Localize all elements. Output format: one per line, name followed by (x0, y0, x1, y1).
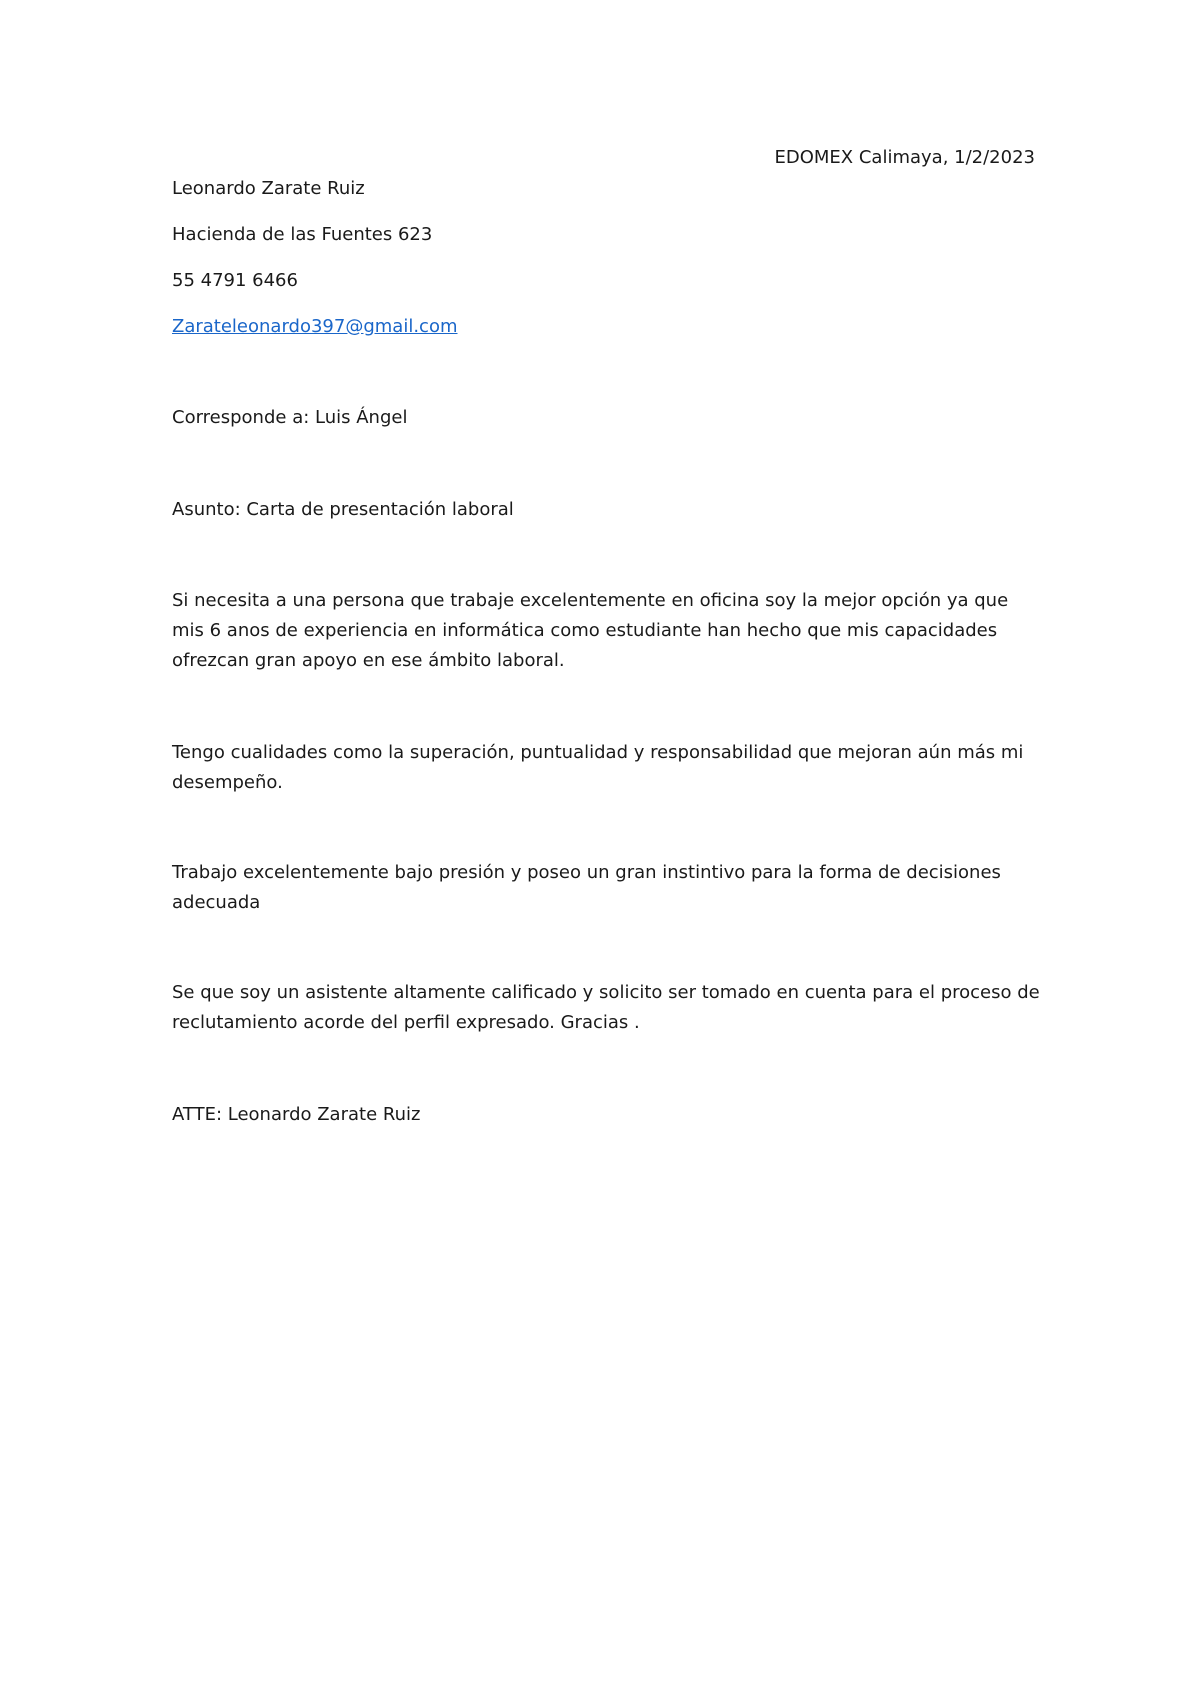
body-paragraph-1 (172, 586, 1032, 676)
paragraph-line: Se que soy un asistente altamente calificado y solicito ser tomado en cuenta para el proceso de (172, 982, 1040, 1003)
recipient-line: Corresponde a: Luis Ángel (172, 407, 408, 428)
paragraph-line: Trabajo excelentemente bajo presión y poseo un gran instintivo para la forma de decisiones (172, 862, 1001, 883)
body-paragraph-3 (172, 858, 1032, 918)
paragraph-line: desempeño. (172, 772, 283, 793)
sender-email-link[interactable]: Zarateleonardo397@gmail.com (172, 316, 458, 337)
closing-signature: ATTE: Leonardo Zarate Ruiz (172, 1104, 421, 1125)
paragraph-line: adecuada (172, 892, 261, 913)
paragraph-line: ofrezcan gran apoyo en ese ámbito laboral. (172, 650, 565, 671)
body-paragraph-2 (172, 738, 1032, 798)
sender-email-line (172, 312, 458, 342)
place-date: EDOMEX Calimaya, 1/2/2023 (774, 147, 1035, 168)
sender-name: Leonardo Zarate Ruiz (172, 178, 365, 199)
body-paragraph-4 (172, 978, 1040, 1038)
sender-phone: 55 4791 6466 (172, 270, 298, 291)
paragraph-line: Tengo cualidades como la superación, puntualidad y responsabilidad que mejoran aún más mi (172, 742, 1024, 763)
paragraph-line: mis 6 anos de experiencia en informática como estudiante han hecho que mis capacidades (172, 620, 998, 641)
subject-line: Asunto: Carta de presentación laboral (172, 499, 514, 520)
paragraph-line: reclutamiento acorde del perfil expresado. Gracias . (172, 1012, 640, 1033)
sender-address: Hacienda de las Fuentes 623 (172, 224, 433, 245)
paragraph-line: Si necesita a una persona que trabaje excelentemente en oficina soy la mejor opción ya que (172, 590, 1009, 611)
